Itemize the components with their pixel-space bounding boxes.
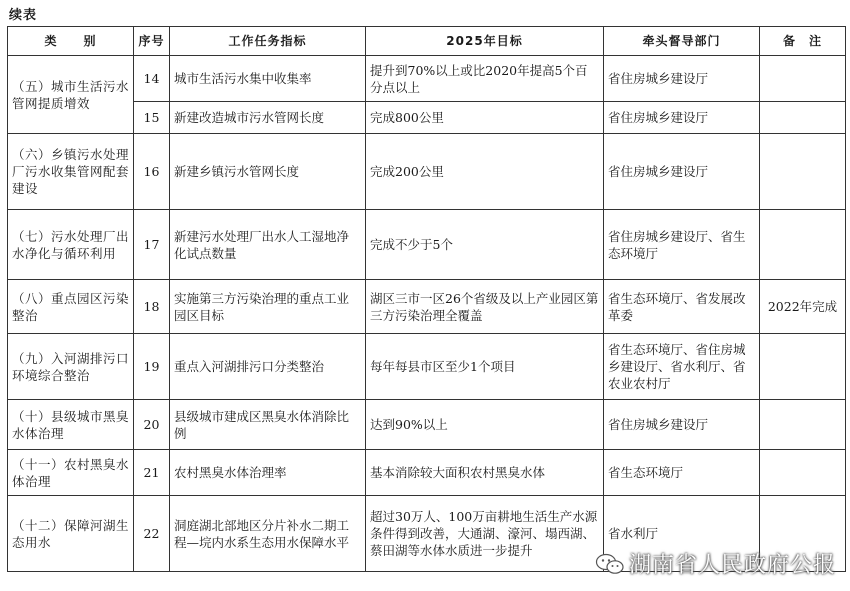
table-row [8,334,846,400]
dept-cell: 省住房城乡建设厅、省生态环境厅 [604,210,760,280]
dept-cell: 省水利厅 [604,496,760,572]
task-cell: 农村黑臭水体治理率 [170,450,366,496]
target-cell: 完成不少于5个 [366,210,604,280]
task-cell: 县级城市建成区黑臭水体消除比例 [170,400,366,450]
header-task: 工作任务指标 [170,27,366,56]
note-cell [760,334,846,400]
category-cell: （八）重点园区污染整治 [8,280,134,334]
table-row [8,280,846,334]
task-cell: 新建改造城市污水管网长度 [170,102,366,134]
watermark [595,548,836,579]
header-row [8,27,846,56]
note-cell [760,102,846,134]
target-cell: 基本消除较大面积农村黑臭水体 [366,450,604,496]
no-cell: 21 [134,450,170,496]
category-cell: （七）污水处理厂出水净化与循环利用 [8,210,134,280]
task-table [7,26,846,572]
dept-cell: 省住房城乡建设厅 [604,56,760,102]
header-dept: 牵头督导部门 [604,27,760,56]
no-cell: 20 [134,400,170,450]
no-cell: 19 [134,334,170,400]
note-cell [760,400,846,450]
category-cell: （九）入河湖排污口环境综合整治 [8,334,134,400]
task-cell: 实施第三方污染治理的重点工业园区目标 [170,280,366,334]
table-row [8,450,846,496]
header-category: 类 别 [8,27,134,56]
dept-cell: 省生态环境厅、省发展改革委 [604,280,760,334]
dept-cell: 省住房城乡建设厅 [604,134,760,210]
no-cell: 15 [134,102,170,134]
target-cell: 湖区三市一区26个省级及以上产业园区第三方污染治理全覆盖 [366,280,604,334]
table-row [8,56,846,102]
target-cell: 超过30万人、100万亩耕地生活生产水源条件得到改善，大通湖、濠河、塌西湖、蔡田湖等水体水质进一步提升 [366,496,604,572]
no-cell: 14 [134,56,170,102]
table-row [8,400,846,450]
target-cell: 完成200公里 [366,134,604,210]
task-cell: 新建污水处理厂出水人工湿地净化试点数量 [170,210,366,280]
no-cell: 17 [134,210,170,280]
dept-cell: 省住房城乡建设厅 [604,400,760,450]
table-row [8,134,846,210]
note-cell: 2022年完成 [760,280,846,334]
header-target: 2025年目标 [366,27,604,56]
category-cell: （五）城市生活污水管网提质增效 [8,56,134,134]
wechat-icon [595,552,625,576]
target-cell: 提升到70%以上或比2020年提高5个百分点以上 [366,56,604,102]
category-cell: （十二）保障河湖生态用水 [8,496,134,572]
dept-cell: 省生态环境厅 [604,450,760,496]
task-cell: 洞庭湖北部地区分片补水二期工程—垸内水系生态用水保障水平 [170,496,366,572]
category-cell: （十）县级城市黑臭水体治理 [8,400,134,450]
no-cell: 16 [134,134,170,210]
task-cell: 新建乡镇污水管网长度 [170,134,366,210]
target-cell: 每年每县市区至少1个项目 [366,334,604,400]
category-cell: （六）乡镇污水处理厂污水收集管网配套建设 [8,134,134,210]
continued-label: 续表 [9,8,38,23]
header-note: 备 注 [760,27,846,56]
category-cell: （十一）农村黑臭水体治理 [8,450,134,496]
no-cell: 22 [134,496,170,572]
note-cell [760,134,846,210]
dept-cell: 省生态环境厅、省住房城乡建设厅、省水利厅、省农业农村厅 [604,334,760,400]
task-cell: 重点入河湖排污口分类整治 [170,334,366,400]
header-no: 序号 [134,27,170,56]
target-cell: 达到90%以上 [366,400,604,450]
target-cell: 完成800公里 [366,102,604,134]
note-cell [760,450,846,496]
no-cell: 18 [134,280,170,334]
table-row [8,102,846,134]
note-cell [760,210,846,280]
note-cell [760,56,846,102]
table-row [8,210,846,280]
dept-cell: 省住房城乡建设厅 [604,102,760,134]
watermark-text: 湖南省人民政府公报 [628,553,836,578]
task-cell: 城市生活污水集中收集率 [170,56,366,102]
